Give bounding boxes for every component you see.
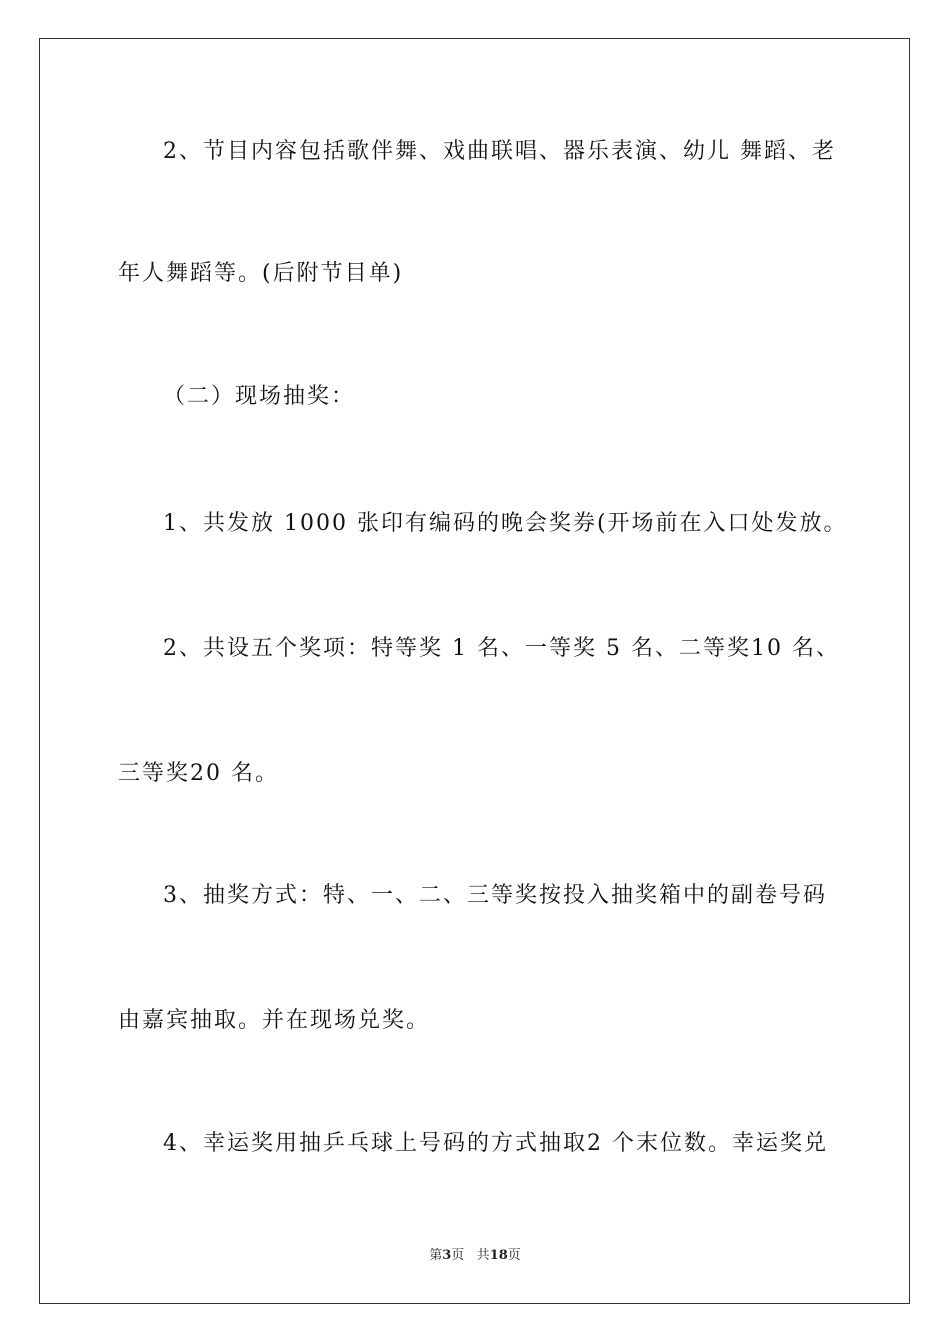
page-footer xyxy=(0,1246,950,1266)
page-border xyxy=(39,38,910,1304)
page-label-suffix: 页 xyxy=(451,1248,465,1263)
total-pages: 18 xyxy=(489,1248,508,1263)
paragraph-line: 2、共设五个奖项：特等奖 1 名、一等奖 5 名、二等奖10 名、 xyxy=(163,636,840,661)
paragraph-line: 由嘉宾抽取。并在现场兑奖。 xyxy=(118,1008,431,1033)
paragraph-line: 1、共发放 1000 张印有编码的晚会奖券(开场前在入口处发放。 xyxy=(163,511,848,536)
paragraph-line: 4、幸运奖用抽乒乓球上号码的方式抽取2 个末位数。幸运奖兑 xyxy=(163,1131,828,1156)
paragraph-line: 2、节目内容包括歌伴舞、戏曲联唱、器乐表演、幼儿 舞蹈、老 xyxy=(163,139,836,164)
total-label-prefix: 共 xyxy=(476,1248,490,1263)
page-label-prefix: 第 xyxy=(429,1248,443,1263)
page-number: 3 xyxy=(442,1248,452,1263)
total-label-suffix: 页 xyxy=(507,1248,521,1263)
paragraph-line: 3、抽奖方式：特、一、二、三等奖按投入抽奖箱中的副卷号码 xyxy=(163,883,827,908)
paragraph-line: 年人舞蹈等。(后附节目单) xyxy=(118,261,404,286)
paragraph-line: 三等奖20 名。 xyxy=(118,761,279,786)
section-heading: （二）现场抽奖： xyxy=(163,384,356,409)
